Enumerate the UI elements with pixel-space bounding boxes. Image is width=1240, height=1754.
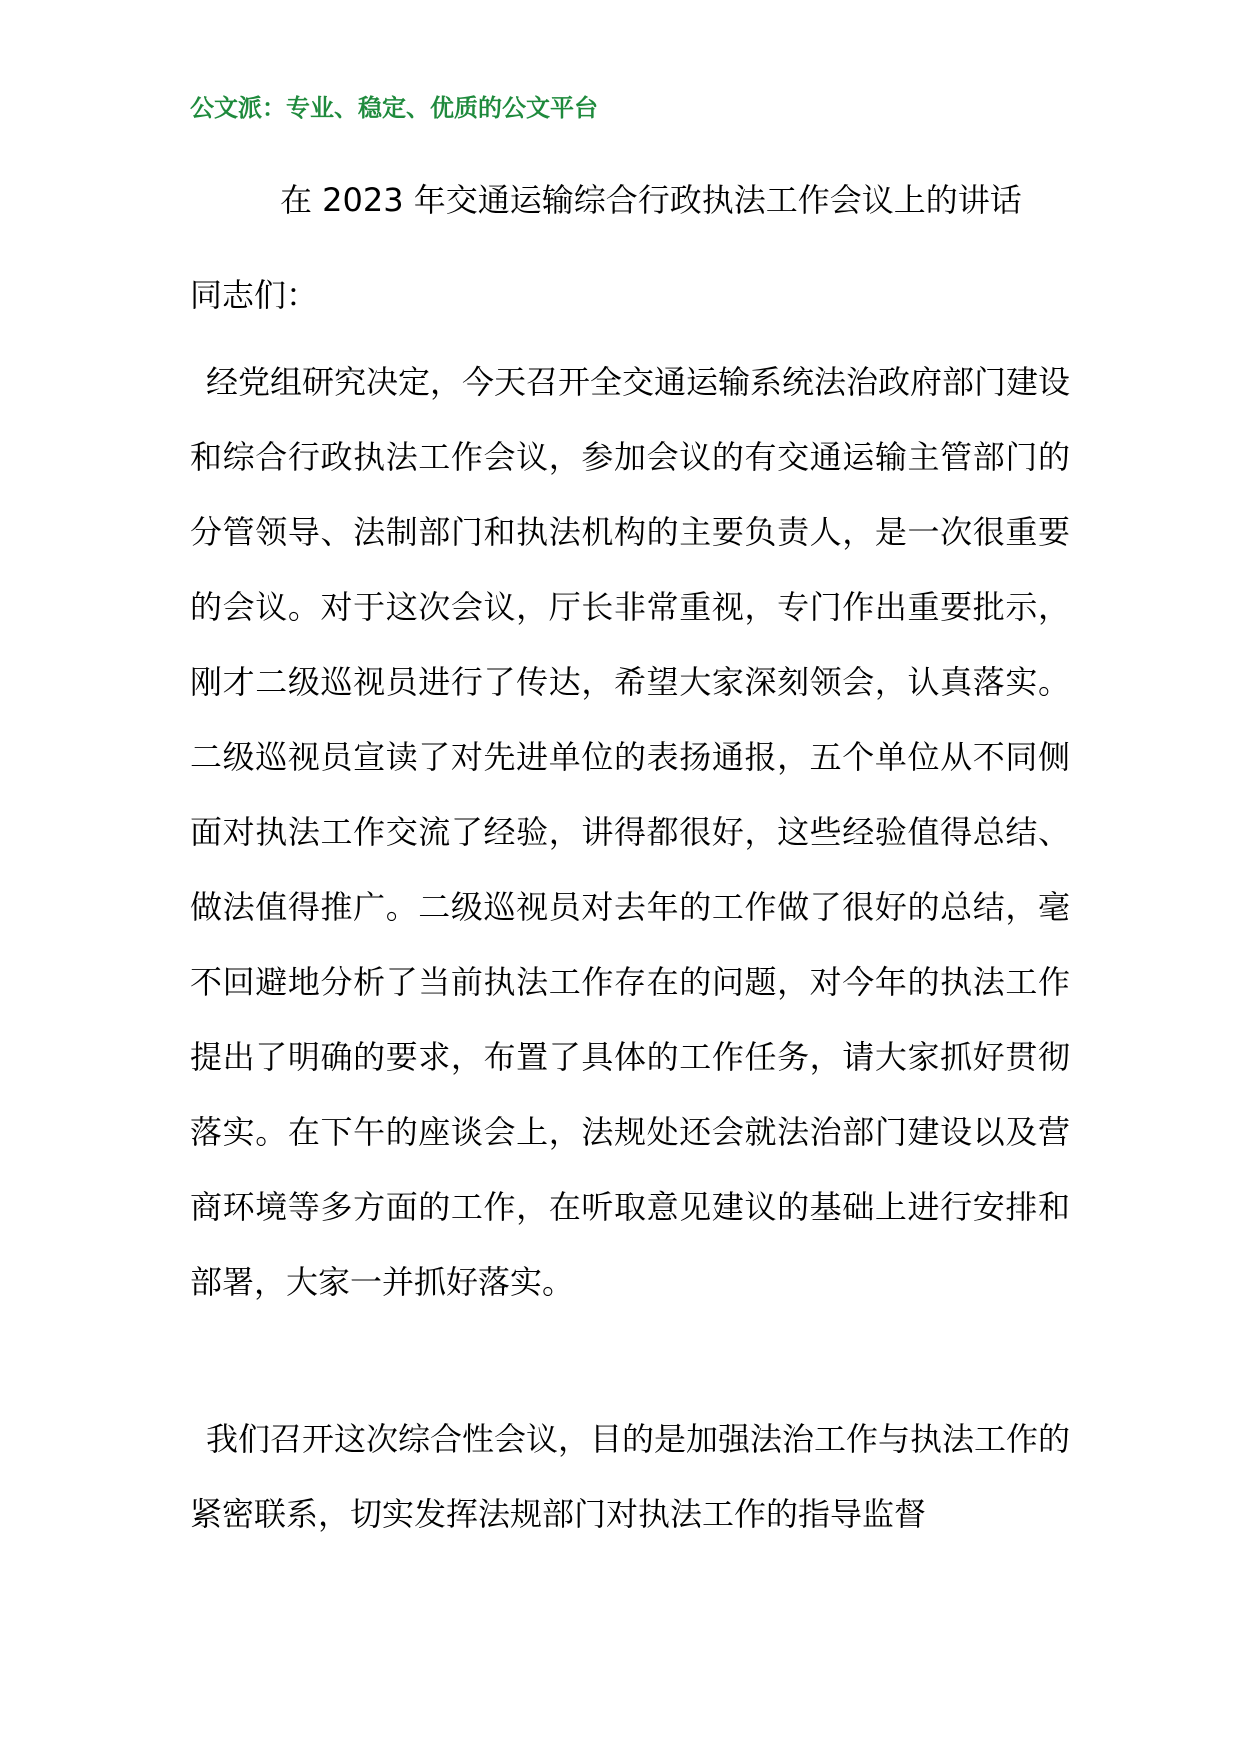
paragraph-2: 我们召开这次综合性会议，目的是加强法治工作与执法工作的紧密联系，切实发挥法规部门对执法工作的指导监督 [190,1420,1071,1533]
paragraph-1: 经党组研究决定，今天召开全交通运输系统法治政府部门建设和综合行政执法工作会议，参加会议的有交通运输主管部门的分管领导、法制部门和执法机构的主要负责人，是一次很重要的会议。对于这次会议，厅长非常重视，专门作出重要批示，刚才二级巡视员进行了传达，希望大家深刻领会，认真落实。二级巡视员宣读了对先进单位的表扬通报，五个单位从不同侧面对执法工作交流了经验，讲得都很好，这些经验值得总结、做法值得推广。二级巡视员对去年的工作做了很好的总结，毫不回避地分析了当前执法工作存在的问题，对今年的执法工作提出了明确的要求，布置了具体的工作任务，请大家抓好贯彻落实。在下午的座谈会上，法规处还会就法治部门建设以及营商环境等多方面的工作，在听取意见建议的基础上进行安排和部署，大家一并抓好落实。 [190,363,1071,1301]
salutation: 同志们： [190,276,319,314]
header-brand: 公文派：专业、稳定、优质的公文平台 [190,94,598,122]
document-title: 在 2023 年交通运输综合行政执法工作会议上的讲话 [280,181,1022,219]
